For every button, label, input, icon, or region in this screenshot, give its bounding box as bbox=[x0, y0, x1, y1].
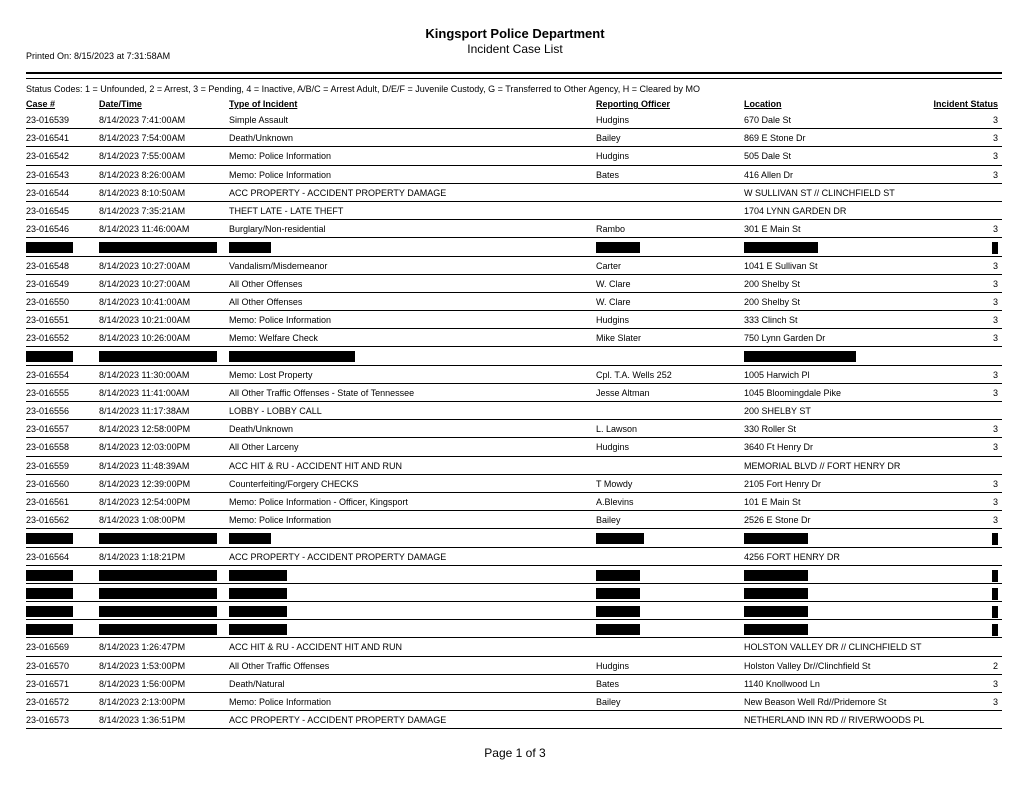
cell-location: 333 Clinch St bbox=[744, 315, 798, 326]
cell-location: MEMORIAL BLVD // FORT HENRY DR bbox=[744, 460, 901, 471]
redaction-bar bbox=[99, 242, 217, 253]
cell-location: 416 Allen Dr bbox=[744, 169, 794, 180]
cell-datetime: 8/14/2023 11:30:00AM bbox=[99, 369, 190, 380]
redaction-bar bbox=[744, 351, 856, 362]
cell-location: New Beason Well Rd//Pridemore St bbox=[744, 697, 887, 707]
redaction-bar bbox=[26, 570, 73, 581]
cell-location: Holston Valley Dr//Clinchfield St bbox=[744, 660, 871, 671]
table-row bbox=[26, 657, 1002, 675]
cell-officer: Mike Slater bbox=[596, 333, 642, 344]
cell-type: All Other Larceny bbox=[229, 442, 299, 453]
table-header bbox=[26, 97, 1002, 111]
table-row bbox=[26, 438, 1002, 456]
cell-officer: Hudgins bbox=[596, 442, 630, 453]
cell-officer: Hudgins bbox=[596, 315, 630, 326]
column-header-datetime: Date/Time bbox=[99, 99, 142, 109]
redaction-bar bbox=[596, 606, 640, 617]
cell-location: 1704 LYNN GARDEN DR bbox=[744, 205, 847, 216]
cell-officer: W. Clare bbox=[596, 296, 631, 307]
redaction-bar bbox=[26, 624, 73, 635]
cell-case: 23-016545 bbox=[26, 205, 70, 216]
redaction-bar bbox=[992, 606, 998, 618]
cell-case: 23-016550 bbox=[26, 296, 70, 307]
redaction-bar bbox=[26, 533, 73, 544]
cell-case: 23-016570 bbox=[26, 660, 70, 671]
cell-status: 2 bbox=[992, 660, 998, 671]
cell-datetime: 8/14/2023 1:36:51PM bbox=[99, 715, 186, 726]
redaction-bar bbox=[229, 570, 287, 581]
table-row bbox=[26, 311, 1002, 329]
table-row bbox=[26, 220, 1002, 238]
cell-officer: Bailey bbox=[596, 515, 621, 526]
column-header-case: Case # bbox=[26, 99, 56, 109]
redaction-bar bbox=[26, 351, 73, 362]
table-row bbox=[26, 129, 1002, 147]
cell-datetime: 8/14/2023 10:21:00AM bbox=[99, 315, 191, 326]
column-header-location: Location bbox=[744, 99, 782, 109]
cell-location: 869 E Stone Dr bbox=[744, 133, 806, 144]
cell-type: Vandalism/Misdemeanor bbox=[229, 260, 328, 271]
cell-case: 23-016554 bbox=[26, 369, 70, 380]
table-row bbox=[26, 275, 1002, 293]
cell-status: 3 bbox=[992, 133, 998, 144]
table-row-redacted bbox=[26, 238, 1002, 256]
cell-datetime: 8/14/2023 1:18:21PM bbox=[99, 551, 186, 562]
table-row bbox=[26, 293, 1002, 311]
cell-status: 3 bbox=[992, 678, 998, 689]
cell-case: 23-016551 bbox=[26, 315, 70, 326]
cell-case: 23-016573 bbox=[26, 715, 70, 726]
cell-datetime: 8/14/2023 1:53:00PM bbox=[99, 660, 186, 671]
table-row bbox=[26, 638, 1002, 656]
cell-location: 1045 Bloomingdale Pike bbox=[744, 387, 842, 398]
cell-officer: A.Blevins bbox=[596, 496, 634, 507]
cell-type: Burglary/Non-residential bbox=[229, 224, 326, 235]
report-title: Incident Case List bbox=[467, 42, 563, 56]
cell-case: 23-016552 bbox=[26, 333, 70, 344]
table-row bbox=[26, 548, 1002, 566]
cell-case: 23-016564 bbox=[26, 551, 70, 562]
cell-status: 3 bbox=[992, 115, 998, 125]
cell-officer: L. Lawson bbox=[596, 424, 638, 435]
cell-location: 1005 Harwich Pl bbox=[744, 369, 810, 380]
cell-case: 23-016548 bbox=[26, 260, 70, 271]
cell-type: All Other Traffic Offenses - State of Tennessee bbox=[229, 387, 415, 398]
cell-type: Simple Assault bbox=[229, 115, 289, 125]
cell-status: 3 bbox=[992, 369, 998, 380]
cell-case: 23-016557 bbox=[26, 424, 70, 435]
redaction-bar bbox=[99, 533, 217, 544]
table-row bbox=[26, 493, 1002, 511]
redaction-bar bbox=[596, 588, 640, 599]
cell-case: 23-016549 bbox=[26, 278, 70, 289]
table-row bbox=[26, 693, 1002, 711]
redaction-bar bbox=[992, 624, 998, 636]
cell-case: 23-016569 bbox=[26, 642, 70, 653]
cell-datetime: 8/14/2023 2:13:00PM bbox=[99, 697, 186, 707]
redaction-bar bbox=[744, 624, 808, 635]
cell-datetime: 8/14/2023 10:27:00AM bbox=[99, 260, 191, 271]
table-row-redacted bbox=[26, 566, 1002, 584]
cell-location: 750 Lynn Garden Dr bbox=[744, 333, 826, 344]
cell-type: Memo: Police Information bbox=[229, 515, 332, 526]
cell-datetime: 8/14/2023 8:26:00AM bbox=[99, 169, 186, 180]
column-header-status: Incident Status bbox=[933, 99, 998, 109]
cell-datetime: 8/14/2023 7:41:00AM bbox=[99, 115, 186, 125]
redaction-bar bbox=[99, 351, 217, 362]
cell-location: 330 Roller St bbox=[744, 424, 797, 435]
cell-case: 23-016541 bbox=[26, 133, 70, 144]
cell-datetime: 8/14/2023 11:48:39AM bbox=[99, 460, 190, 471]
cell-case: 23-016539 bbox=[26, 115, 70, 125]
cell-datetime: 8/14/2023 12:58:00PM bbox=[99, 424, 191, 435]
table-row bbox=[26, 184, 1002, 202]
table-row-redacted bbox=[26, 347, 1002, 365]
cell-case: 23-016561 bbox=[26, 496, 70, 507]
table-row bbox=[26, 475, 1002, 493]
cell-location: 1041 E Sullivan St bbox=[744, 260, 818, 271]
printed-timestamp: Printed On: 8/15/2023 at 7:31:58AM bbox=[26, 51, 171, 61]
column-header-type: Type of Incident bbox=[229, 99, 298, 109]
cell-status: 3 bbox=[992, 278, 998, 289]
cell-officer: Bailey bbox=[596, 133, 621, 144]
incident-table bbox=[26, 97, 1002, 729]
cell-location: 670 Dale St bbox=[744, 115, 792, 125]
cell-datetime: 8/14/2023 7:35:21AM bbox=[99, 205, 186, 216]
cell-type: Memo: Lost Property bbox=[229, 369, 313, 380]
cell-location: 3640 Ft Henry Dr bbox=[744, 442, 814, 453]
cell-officer: Jesse Altman bbox=[596, 387, 650, 398]
cell-type: ACC HIT & RU - ACCIDENT HIT AND RUN bbox=[229, 642, 403, 653]
header-rule-thick bbox=[26, 72, 1002, 74]
redaction-bar bbox=[99, 570, 217, 581]
cell-location: 200 Shelby St bbox=[744, 278, 801, 289]
table-row bbox=[26, 147, 1002, 165]
cell-datetime: 8/14/2023 10:26:00AM bbox=[99, 333, 191, 344]
cell-status: 3 bbox=[992, 478, 998, 489]
cell-location: 505 Dale St bbox=[744, 151, 792, 162]
cell-type: Memo: Police Information bbox=[229, 169, 332, 180]
cell-location: 101 E Main St bbox=[744, 496, 801, 507]
header-rule-thin bbox=[26, 78, 1002, 79]
redaction-bar bbox=[99, 588, 217, 599]
redaction-bar bbox=[744, 588, 808, 599]
redaction-bar bbox=[229, 624, 287, 635]
redaction-bar bbox=[26, 606, 73, 617]
redaction-bar bbox=[596, 570, 640, 581]
redaction-bar bbox=[26, 588, 73, 599]
cell-case: 23-016556 bbox=[26, 406, 70, 416]
cell-officer: Rambo bbox=[596, 224, 626, 235]
cell-datetime: 8/14/2023 10:27:00AM bbox=[99, 278, 191, 289]
cell-officer: T Mowdy bbox=[596, 478, 633, 489]
redaction-bar bbox=[992, 588, 998, 600]
cell-case: 23-016560 bbox=[26, 478, 70, 489]
cell-case: 23-016559 bbox=[26, 460, 70, 471]
redaction-bar bbox=[229, 242, 271, 253]
cell-datetime: 8/14/2023 1:08:00PM bbox=[99, 515, 186, 526]
cell-location: 200 Shelby St bbox=[744, 296, 801, 307]
redaction-bar bbox=[99, 624, 217, 635]
table-row bbox=[26, 420, 1002, 438]
cell-location: 200 SHELBY ST bbox=[744, 406, 811, 416]
cell-case: 23-016558 bbox=[26, 442, 70, 453]
table-row bbox=[26, 384, 1002, 402]
cell-officer: Cpl. T.A. Wells 252 bbox=[596, 369, 672, 380]
table-row bbox=[26, 166, 1002, 184]
redaction-bar bbox=[229, 606, 287, 617]
cell-type: All Other Traffic Offenses bbox=[229, 660, 330, 671]
table-row-redacted bbox=[26, 620, 1002, 638]
cell-location: 2526 E Stone Dr bbox=[744, 515, 811, 526]
cell-type: THEFT LATE - LATE THEFT bbox=[229, 205, 344, 216]
cell-datetime: 8/14/2023 7:55:00AM bbox=[99, 151, 186, 162]
table-row-redacted bbox=[26, 529, 1002, 547]
redaction-bar bbox=[744, 606, 808, 617]
status-codes-legend: Status Codes: 1 = Unfounded, 2 = Arrest, 3 = Pending, 4 = Inactive, A/B/C = Arrest Adult, D/E/F = Juvenile Custody, G = Transferred to Other Agency, H = Cleared by MO bbox=[26, 84, 701, 94]
cell-datetime: 8/14/2023 11:46:00AM bbox=[99, 224, 190, 235]
cell-case: 23-016543 bbox=[26, 169, 70, 180]
table-row bbox=[26, 711, 1002, 729]
cell-type: Counterfeiting/Forgery CHECKS bbox=[229, 478, 359, 489]
cell-type: Death/Unknown bbox=[229, 424, 294, 435]
table-row bbox=[26, 111, 1002, 129]
cell-type: ACC PROPERTY - ACCIDENT PROPERTY DAMAGE bbox=[229, 187, 447, 198]
cell-type: All Other Offenses bbox=[229, 296, 303, 307]
cell-case: 23-016555 bbox=[26, 387, 70, 398]
cell-status: 3 bbox=[992, 515, 998, 526]
cell-officer: Hudgins bbox=[596, 115, 630, 125]
table-row bbox=[26, 511, 1002, 529]
redaction-bar bbox=[229, 533, 271, 544]
redaction-bar bbox=[229, 351, 355, 362]
redaction-bar bbox=[229, 588, 287, 599]
cell-datetime: 8/14/2023 11:41:00AM bbox=[99, 387, 190, 398]
table-row-redacted bbox=[26, 602, 1002, 620]
cell-type: ACC PROPERTY - ACCIDENT PROPERTY DAMAGE bbox=[229, 715, 447, 726]
cell-datetime: 8/14/2023 12:03:00PM bbox=[99, 442, 191, 453]
redaction-bar bbox=[596, 533, 644, 544]
cell-type: Memo: Welfare Check bbox=[229, 333, 318, 344]
cell-location: 2105 Fort Henry Dr bbox=[744, 478, 822, 489]
table-row bbox=[26, 329, 1002, 347]
cell-status: 3 bbox=[992, 697, 998, 707]
table-row bbox=[26, 457, 1002, 475]
cell-location: NETHERLAND INN RD // RIVERWOODS PL bbox=[744, 715, 925, 726]
table-body bbox=[26, 111, 1002, 729]
cell-status: 3 bbox=[992, 169, 998, 180]
cell-type: Memo: Police Information bbox=[229, 315, 332, 326]
cell-status: 3 bbox=[992, 442, 998, 453]
cell-datetime: 8/14/2023 12:54:00PM bbox=[99, 496, 191, 507]
redaction-bar bbox=[992, 242, 998, 254]
cell-type: Death/Natural bbox=[229, 678, 285, 689]
column-header-officer: Reporting Officer bbox=[596, 99, 671, 109]
cell-status: 3 bbox=[992, 496, 998, 507]
cell-location: 1140 Knollwood Ln bbox=[744, 678, 820, 689]
cell-officer: Bailey bbox=[596, 697, 621, 707]
redaction-bar bbox=[99, 606, 217, 617]
cell-case: 23-016544 bbox=[26, 187, 70, 198]
cell-type: LOBBY - LOBBY CALL bbox=[229, 406, 322, 416]
redaction-bar bbox=[992, 533, 998, 545]
cell-case: 23-016562 bbox=[26, 515, 70, 526]
cell-type: Memo: Police Information - Officer, Kingsport bbox=[229, 496, 408, 507]
cell-datetime: 8/14/2023 7:54:00AM bbox=[99, 133, 186, 144]
redaction-bar bbox=[26, 242, 73, 253]
cell-officer: Bates bbox=[596, 678, 620, 689]
cell-officer: Bates bbox=[596, 169, 620, 180]
redaction-bar bbox=[596, 242, 640, 253]
redaction-bar bbox=[992, 570, 998, 582]
cell-status: 3 bbox=[992, 387, 998, 398]
table-row-redacted bbox=[26, 584, 1002, 602]
cell-datetime: 8/14/2023 10:41:00AM bbox=[99, 296, 191, 307]
cell-type: Memo: Police Information bbox=[229, 697, 332, 707]
redaction-bar bbox=[744, 242, 818, 253]
table-row bbox=[26, 402, 1002, 420]
cell-status: 3 bbox=[992, 224, 998, 235]
cell-type: All Other Offenses bbox=[229, 278, 303, 289]
cell-datetime: 8/14/2023 12:39:00PM bbox=[99, 478, 191, 489]
cell-status: 3 bbox=[992, 260, 998, 271]
cell-case: 23-016571 bbox=[26, 678, 70, 689]
cell-type: Memo: Police Information bbox=[229, 151, 332, 162]
cell-location: HOLSTON VALLEY DR // CLINCHFIELD ST bbox=[744, 642, 922, 653]
cell-location: W SULLIVAN ST // CLINCHFIELD ST bbox=[744, 187, 895, 198]
cell-case: 23-016542 bbox=[26, 151, 70, 162]
cell-status: 3 bbox=[992, 333, 998, 344]
cell-status: 3 bbox=[992, 296, 998, 307]
redaction-bar bbox=[744, 570, 808, 581]
page-number: Page 1 of 3 bbox=[484, 746, 546, 760]
cell-datetime: 8/14/2023 1:56:00PM bbox=[99, 678, 186, 689]
cell-case: 23-016546 bbox=[26, 224, 70, 235]
cell-datetime: 8/14/2023 8:10:50AM bbox=[99, 187, 186, 198]
cell-officer: Carter bbox=[596, 260, 622, 271]
cell-status: 3 bbox=[992, 315, 998, 326]
cell-status: 3 bbox=[992, 151, 998, 162]
table-row bbox=[26, 257, 1002, 275]
redaction-bar bbox=[744, 533, 808, 544]
redaction-bar bbox=[596, 624, 640, 635]
cell-officer: Hudgins bbox=[596, 660, 630, 671]
cell-datetime: 8/14/2023 1:26:47PM bbox=[99, 642, 186, 653]
cell-datetime: 8/14/2023 11:17:38AM bbox=[99, 406, 190, 416]
cell-location: 301 E Main St bbox=[744, 224, 801, 235]
cell-officer: W. Clare bbox=[596, 278, 631, 289]
cell-type: Death/Unknown bbox=[229, 133, 294, 144]
department-title: Kingsport Police Department bbox=[425, 26, 605, 41]
cell-case: 23-016572 bbox=[26, 697, 70, 707]
table-row bbox=[26, 366, 1002, 384]
cell-location: 4256 FORT HENRY DR bbox=[744, 551, 840, 562]
cell-status: 3 bbox=[992, 424, 998, 435]
table-row bbox=[26, 202, 1002, 220]
cell-type: ACC HIT & RU - ACCIDENT HIT AND RUN bbox=[229, 460, 403, 471]
cell-officer: Hudgins bbox=[596, 151, 630, 162]
cell-type: ACC PROPERTY - ACCIDENT PROPERTY DAMAGE bbox=[229, 551, 447, 562]
table-row bbox=[26, 675, 1002, 693]
